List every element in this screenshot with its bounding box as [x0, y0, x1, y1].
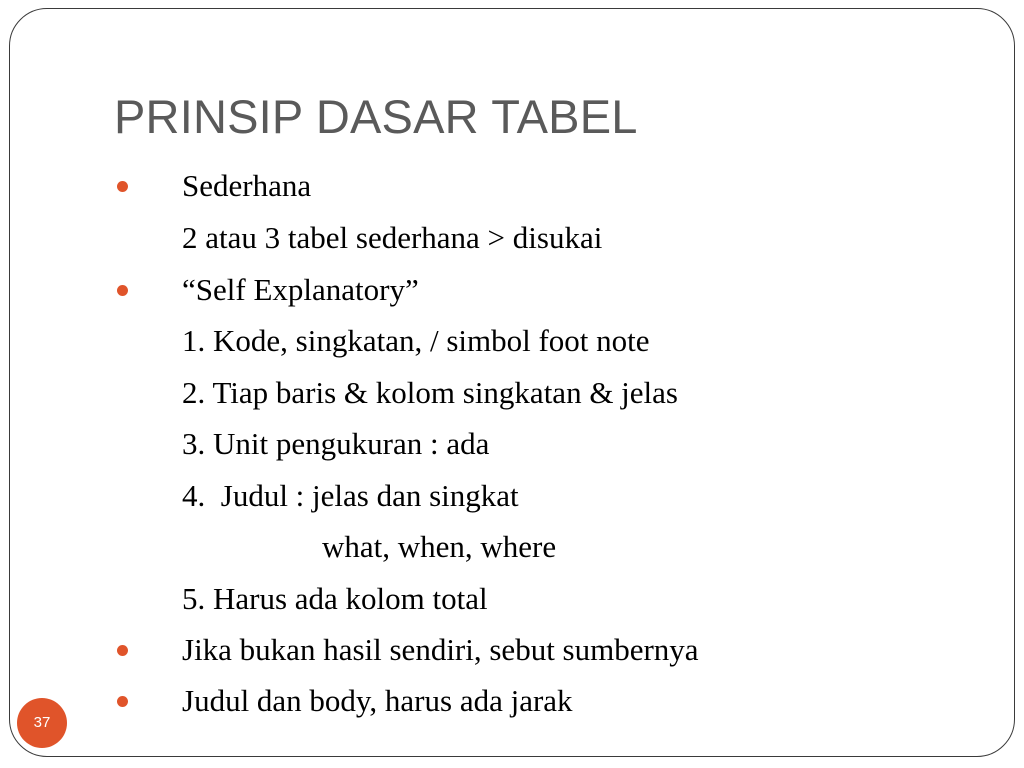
bullet-dot-icon: [117, 181, 128, 192]
bullet-dot-icon: [117, 285, 128, 296]
bullet-dot-icon: [117, 645, 128, 656]
bullet-item-2-sub-4-cont: what, when, where: [322, 529, 557, 564]
bullet-item-1: Sederhana: [182, 168, 312, 203]
bullet-item-2-sub-3: 3. Unit pengukuran : ada: [182, 426, 490, 461]
bullet-item-4: Judul dan body, harus ada jarak: [182, 683, 573, 718]
bullet-item-2-sub-4: 4. Judul : jelas dan singkat: [182, 478, 519, 513]
bullet-item-2-sub-1: 1. Kode, singkatan, / simbol foot note: [182, 323, 650, 358]
bullet-dot-icon: [117, 696, 128, 707]
bullet-item-3: Jika bukan hasil sendiri, sebut sumbernya: [182, 632, 699, 667]
bullet-item-2-sub-5: 5. Harus ada kolom total: [182, 581, 488, 616]
slide-title: PRINSIP DASAR TABEL: [114, 90, 638, 143]
bullet-item-2: “Self Explanatory”: [182, 272, 419, 307]
page-number-badge: 37: [17, 698, 67, 748]
bullet-item-2-sub-2: 2. Tiap baris & kolom singkatan & jelas: [182, 375, 678, 410]
bullet-item-1-sub: 2 atau 3 tabel sederhana > disukai: [182, 220, 603, 255]
